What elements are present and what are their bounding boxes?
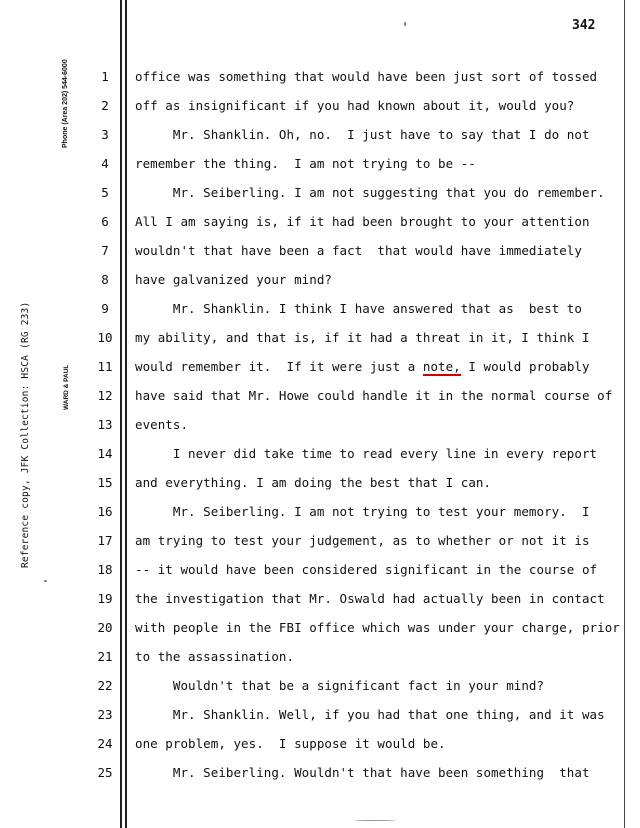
line-text-segment: I would probably — [460, 359, 590, 374]
line-number: 18 — [97, 562, 113, 577]
transcript-line: Mr. Seiberling. I am not trying to test your memory. I — [135, 504, 590, 519]
transcript-line: the investigation that Mr. Oswald had actually been in contact — [135, 591, 605, 606]
line-number: 16 — [97, 504, 113, 519]
line-number: 22 — [97, 678, 113, 693]
transcript-line: Mr. Seiberling. Wouldn't that have been something that — [135, 765, 590, 780]
transcript-line: have said that Mr. Howe could handle it in the normal course of — [135, 388, 613, 403]
transcript-line: Wouldn't that be a significant fact in your mind? — [135, 678, 545, 693]
margin-reference-text: Reference copy, JFK Collection: HSCA (RG 233) — [20, 301, 31, 568]
transcript-line: am trying to test your judgement, as to whether or not it is — [135, 533, 590, 548]
line-number: 17 — [97, 533, 113, 548]
left-margin-rule-inner — [125, 0, 127, 828]
transcript-line: events. — [135, 417, 189, 432]
scan-speck — [355, 820, 395, 821]
line-number: 11 — [97, 359, 113, 374]
transcript-line: Mr. Shanklin. Oh, no. I just have to say that I do not — [135, 127, 590, 142]
line-number: 5 — [101, 185, 109, 200]
margin-reporter-text: WARD & PAUL — [63, 364, 70, 410]
line-number: 6 — [101, 214, 109, 229]
transcript-line: and everything. I am doing the best that I can. — [135, 475, 492, 490]
transcript-line: to the assassination. — [135, 649, 295, 664]
transcript-line: Mr. Seiberling. I am not suggesting that you do remember. — [135, 185, 605, 200]
page-number: 342 — [572, 18, 596, 33]
transcript-line — [135, 359, 590, 374]
transcript-line: -- it would have been considered significant in the course of — [135, 562, 598, 577]
transcript-line: office was something that would have been just sort of tossed — [135, 69, 598, 84]
line-number: 20 — [97, 620, 113, 635]
line-number: 2 — [101, 98, 109, 113]
scan-speck — [44, 580, 47, 582]
line-number: 3 — [101, 127, 109, 142]
transcript-line: my ability, and that is, if it had a threat in it, I think I — [135, 330, 590, 345]
transcript-line: Mr. Shanklin. Well, if you had that one thing, and it was — [135, 707, 605, 722]
line-number: 12 — [97, 388, 113, 403]
transcript-line: have galvanized your mind? — [135, 272, 332, 287]
transcript-line: wouldn't that have been a fact that would have immediately — [135, 243, 582, 258]
line-number: 13 — [97, 417, 113, 432]
line-text-segment: would remember it. If it were just a — [135, 359, 423, 374]
line-number: 1 — [101, 69, 109, 84]
line-number: 7 — [101, 243, 109, 258]
line-number: 24 — [97, 736, 113, 751]
right-margin-rule — [624, 0, 625, 828]
line-number: 21 — [97, 649, 113, 664]
transcript-line: Mr. Shanklin. I think I have answered that as best to — [135, 301, 582, 316]
line-number: 10 — [97, 330, 113, 345]
underlined-word: note, — [422, 359, 461, 374]
scan-speck — [404, 22, 406, 26]
transcript-line: remember the thing. I am not trying to be -- — [135, 156, 476, 171]
line-number: 23 — [97, 707, 113, 722]
line-number: 9 — [101, 301, 109, 316]
transcript-line: one problem, yes. I suppose it would be. — [135, 736, 446, 751]
line-number: 25 — [97, 765, 113, 780]
line-number: 14 — [97, 446, 113, 461]
margin-phone-text: Phone (Area 202) 544-6000 — [62, 59, 69, 148]
line-number: 8 — [101, 272, 109, 287]
line-number: 15 — [97, 475, 113, 490]
transcript-line: with people in the FBI office which was under your charge, prior — [135, 620, 620, 635]
left-margin-rule-outer — [120, 0, 122, 828]
line-number: 4 — [101, 156, 109, 171]
line-number: 19 — [97, 591, 113, 606]
transcript-line: off as insignificant if you had known about it, would you? — [135, 98, 575, 113]
transcript-line: I never did take time to read every line in every report — [135, 446, 598, 461]
transcript-line: All I am saying is, if it had been brought to your attention — [135, 214, 590, 229]
